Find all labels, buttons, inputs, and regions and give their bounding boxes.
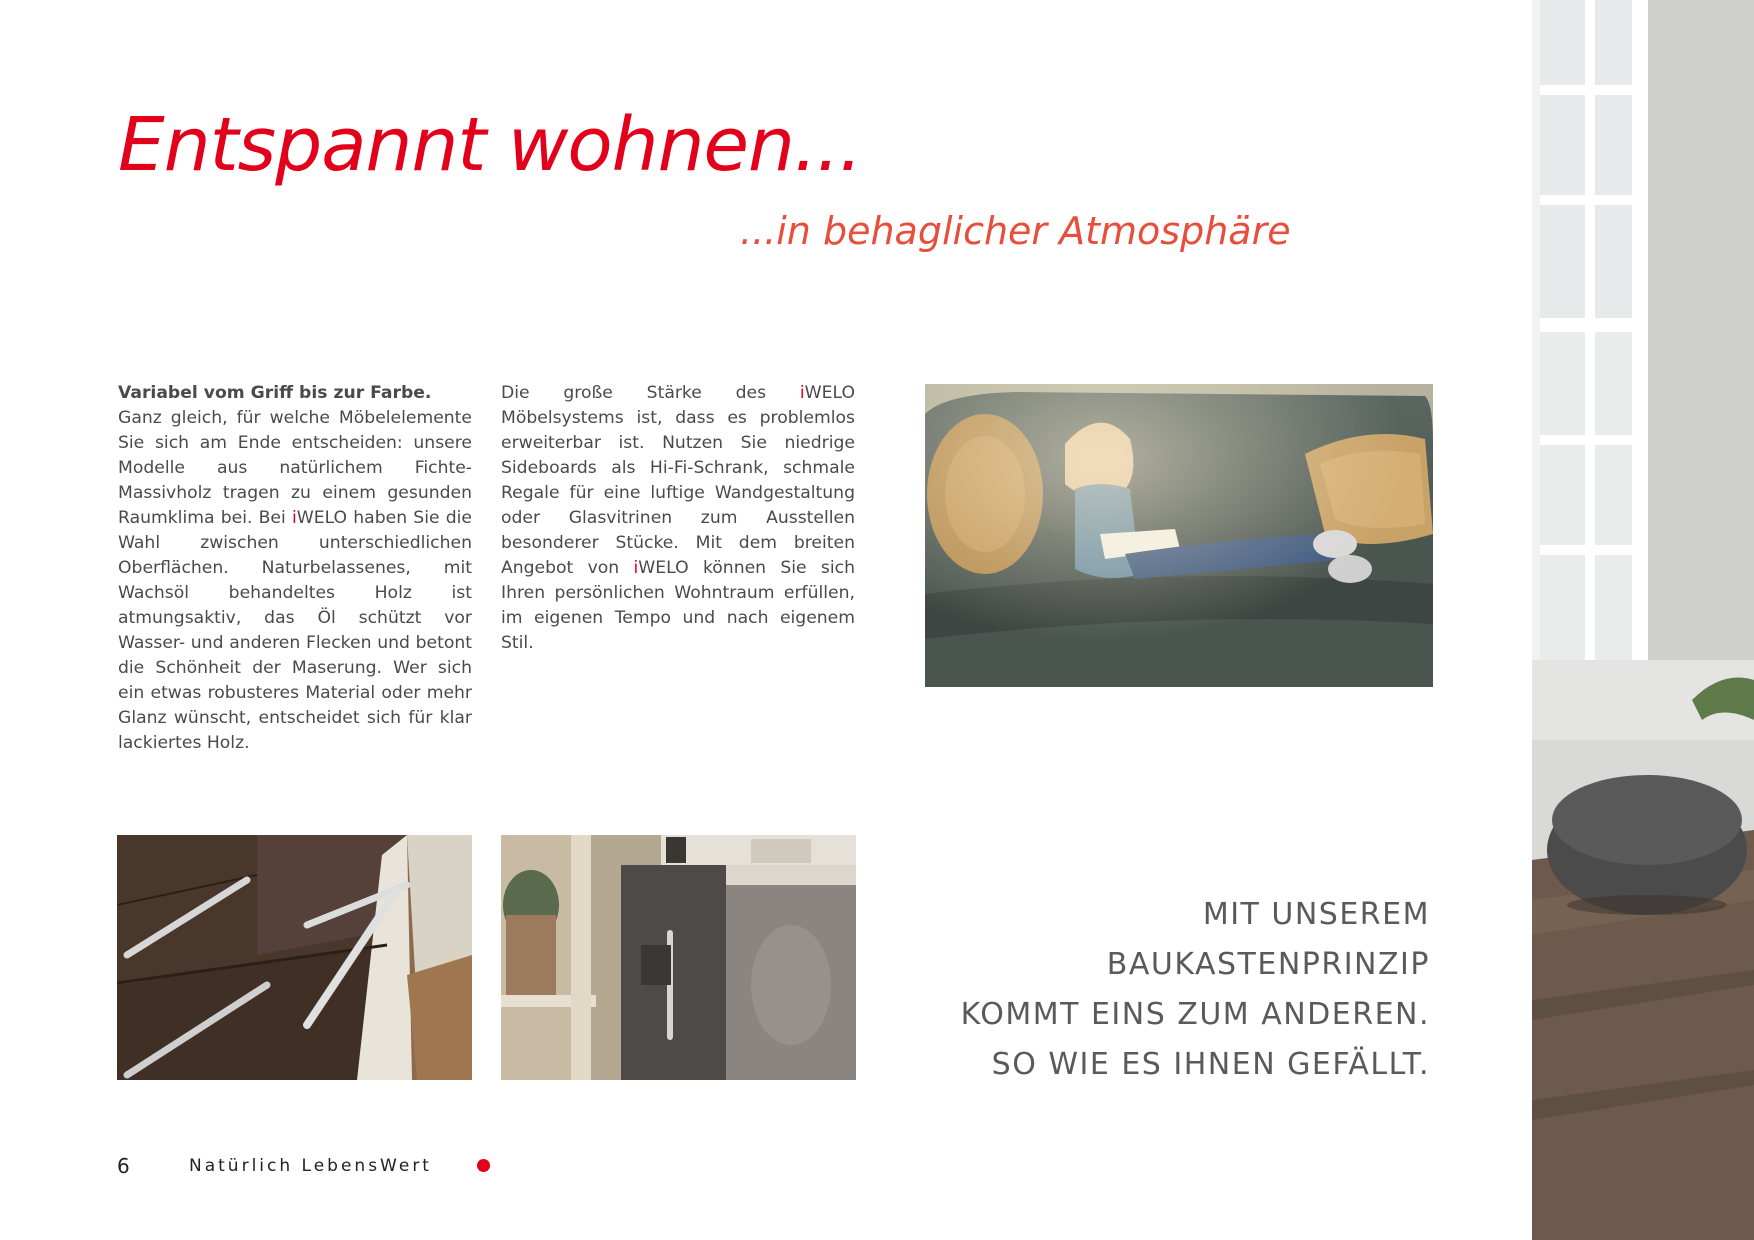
footer-slogan: Natürlich LebensWert	[189, 1156, 432, 1176]
column-text: können Sie sich Ihren persönlichen Wohntraum erfüllen, im eigenen Tempo und nach eigenem Stil.	[501, 558, 855, 653]
photo-vitrine-cabinet	[501, 835, 856, 1080]
red-dot-icon	[477, 1159, 490, 1172]
brand-name: WELO	[638, 558, 689, 578]
tagline	[961, 890, 1430, 1090]
brand-letter-i: i	[799, 383, 805, 403]
brand-letter-i: i	[291, 508, 297, 528]
column-text: Möbelsystems ist, dass es problemlos erweiterbar ist. Nutzen Sie niedrige Sideboards als Hi-Fi-Schrank, schmale Regale für eine luftige Wandgestaltung oder Glasvitrinen zum Ausstellen besonderer Stücke. Mit dem breiten Angebot von	[501, 408, 855, 578]
column-text: Ganz gleich, für welche Möbelelemente Sie sich am Ende entscheiden: unsere Modelle aus natürlichem Fichte-Massivholz tragen zu einem gesunden Raumklima bei. Bei	[118, 408, 472, 528]
photo-room-window-pouf	[1532, 0, 1754, 1240]
tagline-line: KOMMT EINS ZUM ANDEREN.	[960, 997, 1430, 1032]
tagline-line: SO WIE ES IHNEN GEFÄLLT.	[991, 1047, 1430, 1082]
tagline-line: BAUKASTENPRINZIP	[1106, 947, 1430, 982]
page-subtitle: ...in behaglicher Atmosphäre	[740, 209, 1291, 253]
brand-name: WELO	[296, 508, 348, 528]
page-number: 6	[117, 1154, 130, 1178]
column-lead: Variabel vom Griff bis zur Farbe.	[118, 383, 432, 403]
photo-child-reading-on-sofa	[925, 384, 1433, 687]
photo-drawer-handles	[117, 835, 472, 1080]
brand-name: WELO	[804, 383, 855, 403]
tagline-line: MIT UNSEREM	[1202, 897, 1430, 932]
text-column-left	[118, 381, 472, 756]
page-title: Entspannt wohnen...	[118, 102, 862, 188]
column-text: haben Sie die Wahl zwischen unterschiedlichen Oberflächen. Naturbelassenes, mit Wachsöl behandeltes Holz ist atmungsaktiv, das Öl schützt vor Wasser- und anderen Flecken und betont die Schönheit der Maserung. Wer sich ein etwas robusteres Material oder mehr Glanz wünscht, entscheidet sich für klar lackiertes Holz.	[118, 508, 472, 753]
brand-letter-i: i	[633, 558, 639, 578]
column-text: Die große Stärke des	[501, 383, 800, 403]
text-column-middle	[501, 381, 855, 656]
